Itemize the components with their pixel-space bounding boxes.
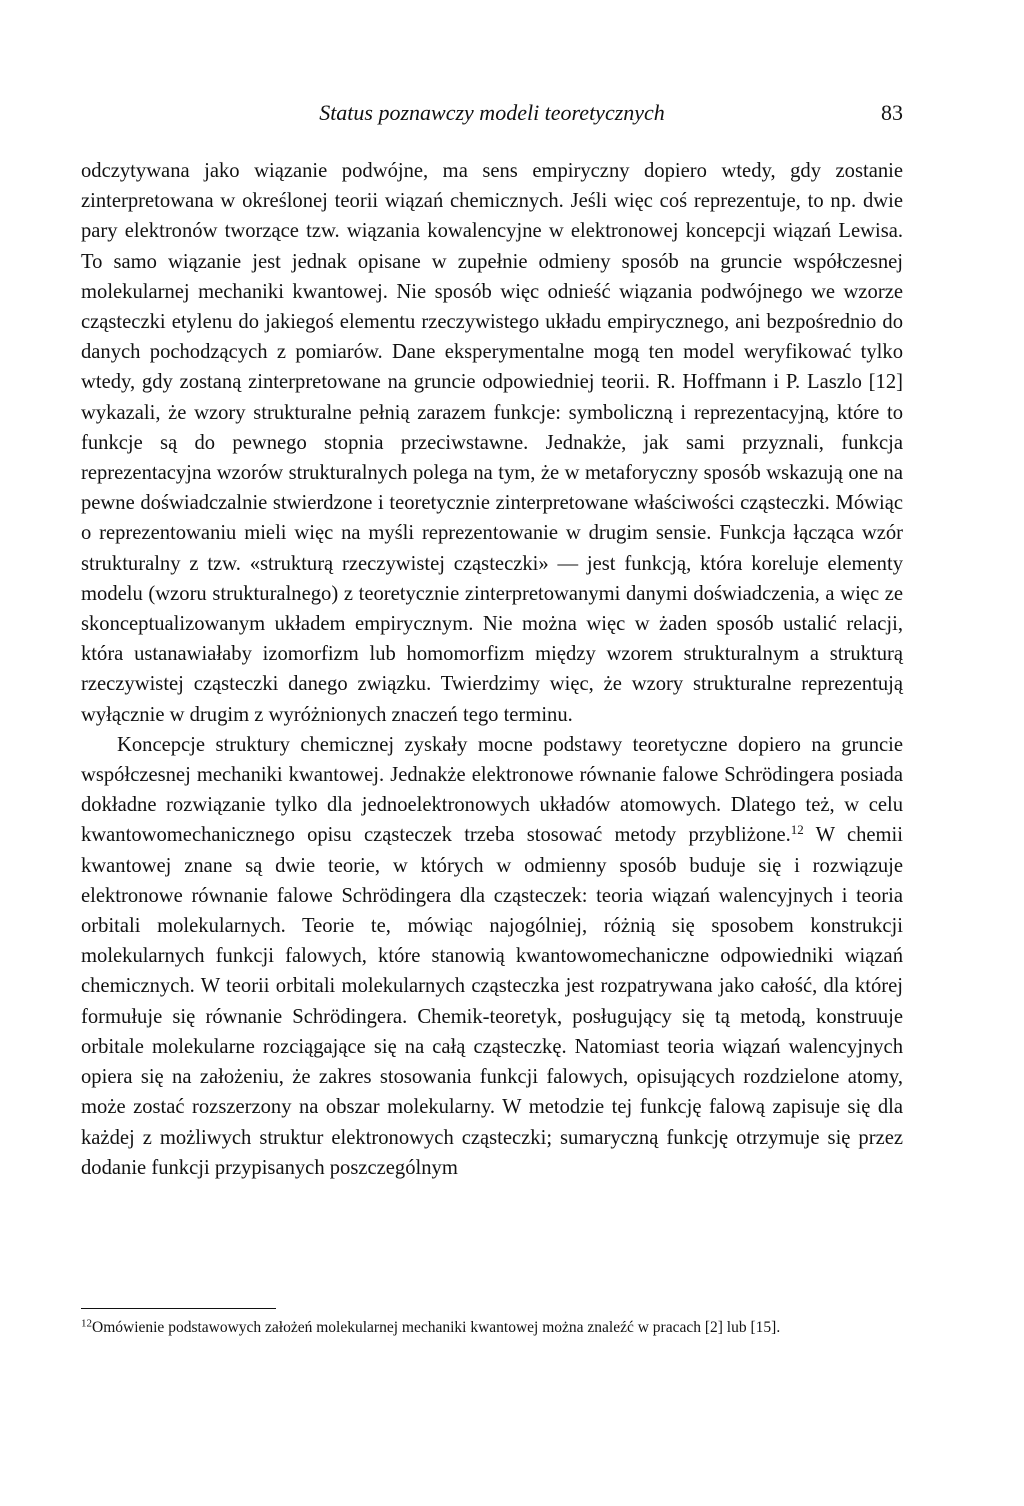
footnote-reference: 12 [790,822,804,838]
body-text [81,156,903,1183]
footnote-divider [81,1308,276,1309]
page [81,96,903,1183]
running-header [81,96,903,130]
paragraph-2-text-end: W chemii kwantowej znane są dwie teorie, w których w odmienny sposób buduje się i rozwiązuje elektronowe równanie falowe Schrödingera dla cząsteczek: teoria wiązań walencyjnych i teoria orbitali molekularnych. Teorie te, mówiąc najogólniej, różnią się sposobem konstrukcji molekularnych funkcji falowych, które stanowią kwantowomechaniczne odpowiedniki wiązań chemicznych. W teorii orbitali molekularnych cząsteczka jest rozpatrywana jako całość, dla której formułuje się równanie Schrödingera. Chemik-teoretyk, posługujący się tą metodą, konstruuje orbitale molekularne rozciągające się na całą cząsteczkę. Natomiast teoria wiązań walencyjnych opiera się na założeniu, że zakres stosowania funkcji falowych, opisujących rozdzielone atomy, może zostać rozszerzony na obszar molekularny. W metodzie tej funkcję falową zapisuje się dla każdej z możliwych struktur elektronowych cząsteczki; sumaryczną funkcję otrzymuje się przez dodanie funkcji przypisanych poszczególnym [81,824,903,1179]
footnote [81,1316,903,1340]
paragraph-2 [81,730,903,1183]
footnote-mark: 12 [81,1317,92,1330]
paragraph-2-text-start: Koncepcje struktury chemicznej zyskały mocne podstawy teoretyczne dopiero na gruncie współczesnej mechaniki kwantowej. Jednakże elektronowe równanie falowe Schrödingera posiada dokładne rozwiązanie tylko dla jednoelektronowych układów atomowych. Dlatego też, w celu kwantowomechanicznego opisu cząsteczek trzeba stosować metody przybliżone. [81,733,903,847]
page-number: 83 [881,100,903,125]
running-title: Status poznawczy modeli teoretycznych [319,100,665,125]
footnote-text: Omówienie podstawowych założeń molekularnej mechaniki kwantowej można znaleźć w pracach [2] lub [15]. [92,1319,781,1336]
paragraph-1: odczytywana jako wiązanie podwójne, ma sens empiryczny dopiero wtedy, gdy zostanie zinterpretowana w określonej teorii wiązań chemicznych. Jeśli więc coś reprezentuje, to np. dwie pary elektronów tworzące tzw. wiązania kowalencyjne w elektronowej koncepcji wiązań Lewisa. To samo wiązanie jest jednak opisane w zupełnie odmieny sposób na gruncie współczesnej molekularnej mechaniki kwantowej. Nie sposób więc odnieść wiązania podwójnego we wzorze cząsteczki etylenu do jakiegoś elementu rzeczywistego układu empirycznego, ani bezpośrednio do danych pochodzących z pomiarów. Dane eksperymentalne mogą ten model weryfikować tylko wtedy, gdy zostaną zinterpretowane na gruncie odpowiedniej teorii. R. Hoffmann i P. Laszlo [12] wykazali, że wzory strukturalne pełnią zarazem funkcje: symboliczną i reprezentacyjną, które to funkcje są do pewnego stopnia przeciwstawne. Jednakże, jak sami przyznali, funkcja reprezentacyjna wzorów strukturalnych polega na tym, że w metaforyczny sposób wskazują one na pewne doświadczalnie stwierdzone i teoretycznie zinterpretowane właściwości cząsteczki. Mówiąc o reprezentowaniu mieli więc na myśli reprezentowanie w drugim sensie. Funkcja łącząca wzór strukturalny z tzw. «strukturą rzeczywistej cząsteczki» — jest funkcją, która koreluje elementy modelu (wzoru strukturalnego) z teoretycznie zinterpretowanymi danymi doświadczenia, a więc ze skonceptualizowanym układem empirycznym. Nie można więc w żaden sposób ustalić relacji, która ustanawiałaby izomorfizm lub homomorfizm między wzorem strukturalnym a strukturą rzeczywistej cząsteczki danego związku. Twierdzimy więc, że wzory strukturalne reprezentują wyłącznie w drugim z wyróżnionych znaczeń tego terminu. [81,160,903,726]
